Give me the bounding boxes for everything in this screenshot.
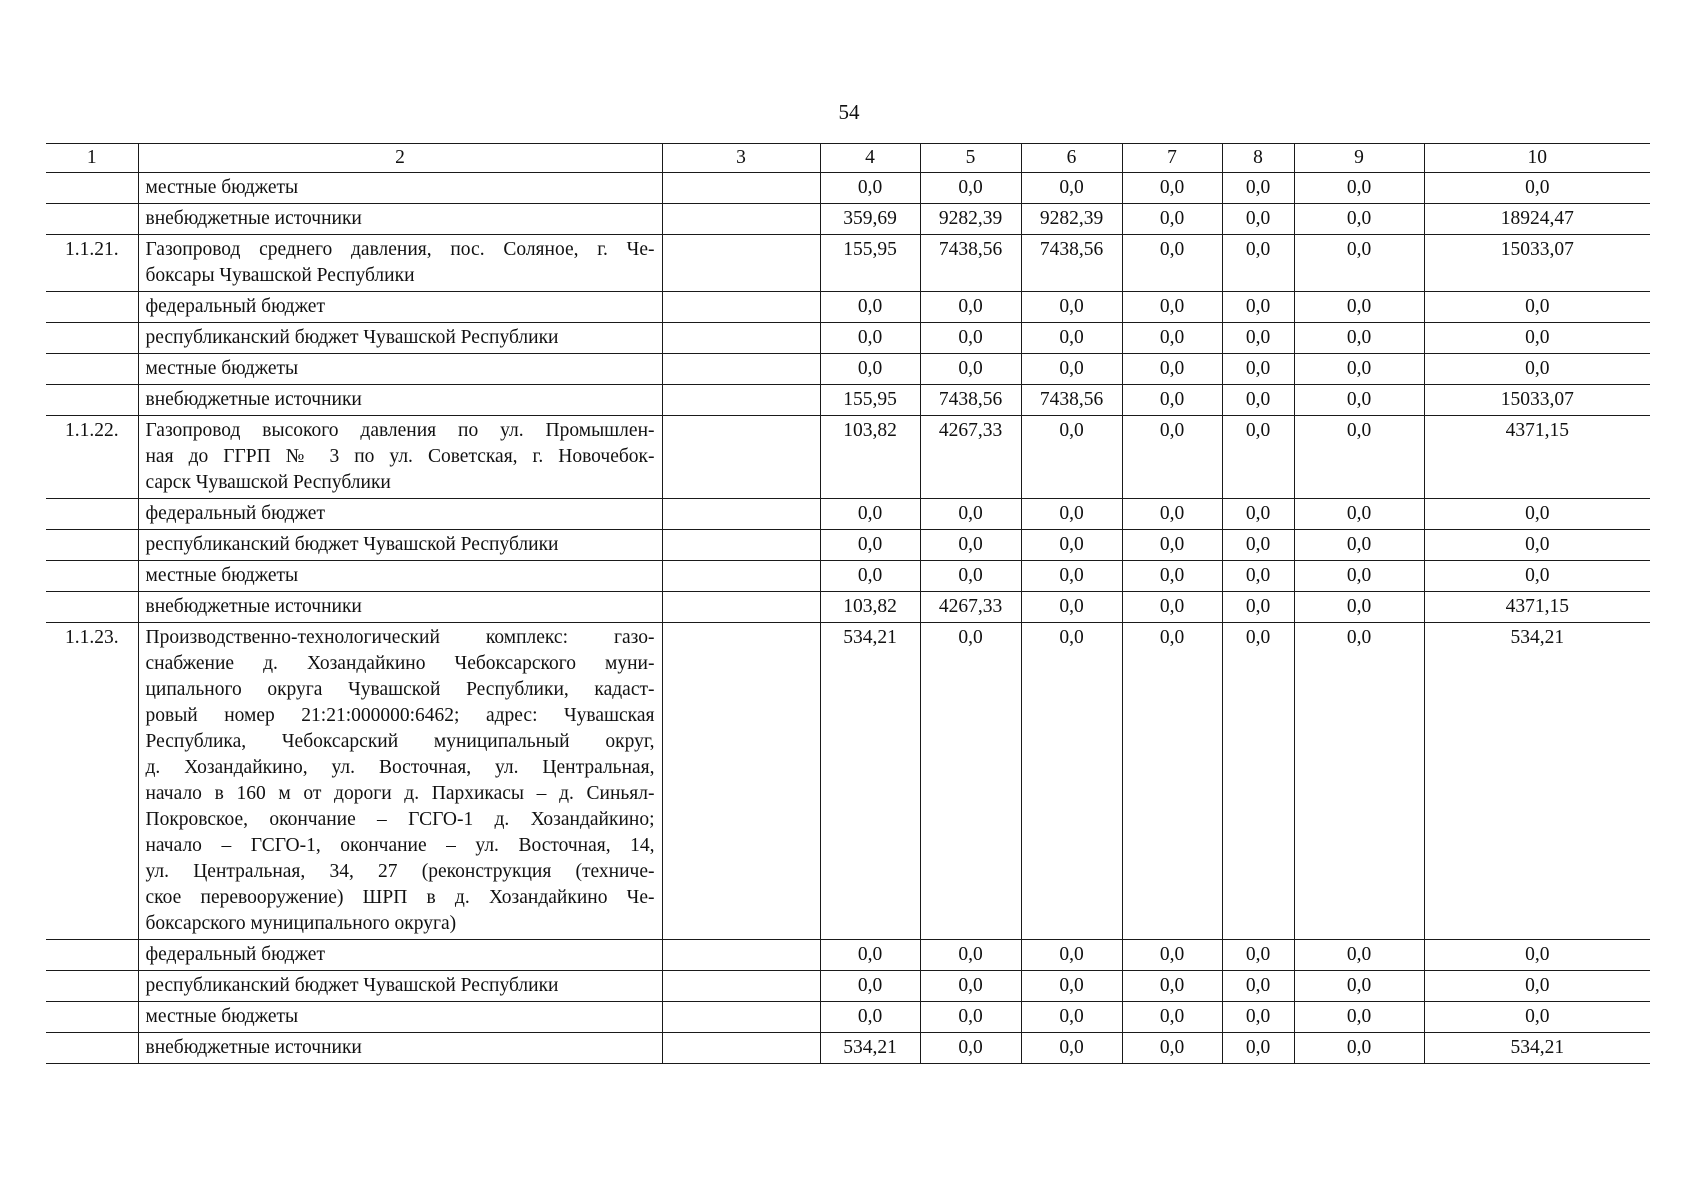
row-col3-cell <box>662 971 820 1002</box>
row-value-cell: 0,0 <box>920 1033 1021 1064</box>
row-value-cell: 0,0 <box>1222 292 1294 323</box>
row-name-cell: федеральный бюджет <box>138 292 662 323</box>
row-name-cell: внебюджетные источники <box>138 1033 662 1064</box>
table-row <box>46 385 1650 416</box>
row-col3-cell <box>662 940 820 971</box>
row-value-cell: 4371,15 <box>1424 416 1650 499</box>
row-name-line: ная до ГГРП № 3 по ул. Советская, г. Новочебок- <box>145 446 655 467</box>
row-value-cell: 0,0 <box>920 323 1021 354</box>
column-header: 7 <box>1122 144 1222 173</box>
row-value-cell: 0,0 <box>1424 1002 1650 1033</box>
row-value-cell: 0,0 <box>1294 235 1424 292</box>
row-value-cell: 155,95 <box>820 385 920 416</box>
row-code-cell <box>46 592 138 623</box>
row-value-cell: 0,0 <box>1122 354 1222 385</box>
row-value-cell: 0,0 <box>920 623 1021 940</box>
row-value-cell: 0,0 <box>1122 1033 1222 1064</box>
row-code-cell <box>46 204 138 235</box>
column-header: 5 <box>920 144 1021 173</box>
row-value-cell: 0,0 <box>1021 971 1122 1002</box>
row-value-cell: 0,0 <box>1122 204 1222 235</box>
row-name-line: снабжение д. Хозандайкино Чебоксарского муни- <box>145 653 655 674</box>
table-row <box>46 499 1650 530</box>
row-value-cell: 0,0 <box>1294 499 1424 530</box>
row-name-line: Республика, Чебоксарский муниципальный округ, <box>145 731 655 752</box>
row-name-cell <box>138 416 662 499</box>
row-value-cell: 0,0 <box>920 354 1021 385</box>
row-value-cell: 0,0 <box>920 971 1021 1002</box>
row-value-cell: 7438,56 <box>920 385 1021 416</box>
row-value-cell: 7438,56 <box>920 235 1021 292</box>
row-value-cell: 0,0 <box>1294 940 1424 971</box>
row-col3-cell <box>662 204 820 235</box>
row-name-line: Покровское, окончание – ГСГО-1 д. Хозандайкино; <box>145 809 655 830</box>
row-value-cell: 0,0 <box>920 1002 1021 1033</box>
row-code-cell <box>46 385 138 416</box>
row-name-cell <box>138 623 662 940</box>
row-value-cell: 534,21 <box>1424 1033 1650 1064</box>
row-value-cell: 0,0 <box>1294 292 1424 323</box>
row-value-cell: 0,0 <box>1021 530 1122 561</box>
row-col3-cell <box>662 1002 820 1033</box>
row-value-cell: 0,0 <box>1122 499 1222 530</box>
row-name-line: сарск Чувашской Республики <box>145 472 391 493</box>
row-value-cell: 0,0 <box>1294 1002 1424 1033</box>
row-value-cell: 7438,56 <box>1021 385 1122 416</box>
row-name-cell: местные бюджеты <box>138 354 662 385</box>
row-value-cell: 0,0 <box>1222 940 1294 971</box>
row-name-line: ул. Центральная, 34, 27 (реконструкция (техниче- <box>145 861 655 882</box>
table-row <box>46 204 1650 235</box>
row-value-cell: 0,0 <box>1122 292 1222 323</box>
row-value-cell: 0,0 <box>1424 971 1650 1002</box>
page-number: 54 <box>838 100 860 124</box>
row-value-cell: 0,0 <box>920 173 1021 204</box>
row-value-cell: 0,0 <box>1222 323 1294 354</box>
row-value-cell: 9282,39 <box>920 204 1021 235</box>
row-value-cell: 534,21 <box>1424 623 1650 940</box>
row-name-cell: республиканский бюджет Чувашской Республики <box>138 971 662 1002</box>
row-value-cell: 0,0 <box>1122 235 1222 292</box>
row-value-cell: 0,0 <box>1122 323 1222 354</box>
row-col3-cell <box>662 592 820 623</box>
row-code-cell <box>46 499 138 530</box>
row-value-cell: 0,0 <box>1222 204 1294 235</box>
row-value-cell: 155,95 <box>820 235 920 292</box>
row-value-cell: 0,0 <box>1294 204 1424 235</box>
row-value-cell: 15033,07 <box>1424 235 1650 292</box>
row-value-cell: 0,0 <box>1222 530 1294 561</box>
row-value-cell: 0,0 <box>920 292 1021 323</box>
row-code-cell: 1.1.22. <box>46 416 138 499</box>
table-row <box>46 173 1650 204</box>
row-value-cell: 0,0 <box>1424 292 1650 323</box>
row-col3-cell <box>662 323 820 354</box>
row-code-cell <box>46 971 138 1002</box>
row-value-cell: 0,0 <box>1021 592 1122 623</box>
row-value-cell: 0,0 <box>1222 592 1294 623</box>
row-code-cell <box>46 323 138 354</box>
row-value-cell: 0,0 <box>1021 561 1122 592</box>
row-value-cell: 0,0 <box>1424 940 1650 971</box>
row-value-cell: 0,0 <box>1222 499 1294 530</box>
table-row <box>46 292 1650 323</box>
row-col3-cell <box>662 354 820 385</box>
row-value-cell: 0,0 <box>1122 592 1222 623</box>
row-name-cell <box>138 235 662 292</box>
table-row <box>46 592 1650 623</box>
row-name-cell: местные бюджеты <box>138 1002 662 1033</box>
row-code-cell <box>46 940 138 971</box>
row-name-line: ципального округа Чувашской Республики, кадаст- <box>145 679 655 700</box>
row-value-cell: 0,0 <box>1294 971 1424 1002</box>
row-value-cell: 0,0 <box>1021 1033 1122 1064</box>
row-value-cell: 0,0 <box>1021 499 1122 530</box>
row-value-cell: 0,0 <box>1424 354 1650 385</box>
row-value-cell: 0,0 <box>820 940 920 971</box>
row-value-cell: 0,0 <box>1021 623 1122 940</box>
row-value-cell: 15033,07 <box>1424 385 1650 416</box>
row-name-line: Газопровод среднего давления, пос. Соляное, г. Че- <box>145 239 655 260</box>
row-code-cell <box>46 173 138 204</box>
row-value-cell: 0,0 <box>1122 1002 1222 1033</box>
row-value-cell: 0,0 <box>1222 173 1294 204</box>
row-value-cell: 0,0 <box>1122 971 1222 1002</box>
row-name-line: Производственно-технологический комплекс: газо- <box>145 627 655 648</box>
row-name-line: начало – ГСГО-1, окончание – ул. Восточная, 14, <box>145 835 655 856</box>
row-value-cell: 0,0 <box>1021 323 1122 354</box>
row-col3-cell <box>662 499 820 530</box>
row-value-cell: 0,0 <box>1122 623 1222 940</box>
row-value-cell: 4371,15 <box>1424 592 1650 623</box>
row-value-cell: 0,0 <box>1222 416 1294 499</box>
table-row <box>46 623 1650 940</box>
column-header: 9 <box>1294 144 1424 173</box>
row-value-cell: 534,21 <box>820 1033 920 1064</box>
row-value-cell: 0,0 <box>1122 416 1222 499</box>
row-value-cell: 0,0 <box>820 530 920 561</box>
table-row <box>46 561 1650 592</box>
table-row <box>46 416 1650 499</box>
row-col3-cell <box>662 623 820 940</box>
row-name-line: ское перевооружение) ШРП в д. Хозандайкино Че- <box>145 887 655 908</box>
row-value-cell: 0,0 <box>1021 1002 1122 1033</box>
row-value-cell: 4267,33 <box>920 416 1021 499</box>
row-value-cell: 103,82 <box>820 416 920 499</box>
row-value-cell: 0,0 <box>1122 940 1222 971</box>
row-value-cell: 534,21 <box>820 623 920 940</box>
row-code-cell <box>46 1002 138 1033</box>
row-value-cell: 0,0 <box>1222 385 1294 416</box>
row-value-cell: 0,0 <box>1122 173 1222 204</box>
row-value-cell: 0,0 <box>1294 354 1424 385</box>
table-row <box>46 1002 1650 1033</box>
row-code-cell <box>46 1033 138 1064</box>
row-value-cell: 0,0 <box>1222 354 1294 385</box>
row-value-cell: 0,0 <box>1021 940 1122 971</box>
row-code-cell: 1.1.23. <box>46 623 138 940</box>
row-col3-cell <box>662 1033 820 1064</box>
column-header: 3 <box>662 144 820 173</box>
row-name-cell: федеральный бюджет <box>138 940 662 971</box>
row-value-cell: 0,0 <box>1294 173 1424 204</box>
table-header-row <box>46 144 1650 173</box>
row-value-cell: 0,0 <box>1424 499 1650 530</box>
row-col3-cell <box>662 235 820 292</box>
row-value-cell: 0,0 <box>820 971 920 1002</box>
row-value-cell: 0,0 <box>1294 1033 1424 1064</box>
row-value-cell: 0,0 <box>1294 323 1424 354</box>
row-name-cell: федеральный бюджет <box>138 499 662 530</box>
column-header: 1 <box>46 144 138 173</box>
row-name-cell: местные бюджеты <box>138 173 662 204</box>
table-row <box>46 530 1650 561</box>
table-row <box>46 323 1650 354</box>
row-value-cell: 0,0 <box>1021 173 1122 204</box>
row-code-cell <box>46 354 138 385</box>
column-header: 2 <box>138 144 662 173</box>
row-value-cell: 0,0 <box>1424 323 1650 354</box>
row-value-cell: 0,0 <box>1424 173 1650 204</box>
row-value-cell: 0,0 <box>1021 292 1122 323</box>
row-value-cell: 0,0 <box>1294 416 1424 499</box>
row-name-line: начало в 160 м от дороги д. Пархикасы – д. Синьял- <box>145 783 655 804</box>
row-value-cell: 0,0 <box>820 499 920 530</box>
row-value-cell: 0,0 <box>920 530 1021 561</box>
budget-table <box>46 143 1650 1064</box>
row-name-cell: республиканский бюджет Чувашской Республики <box>138 323 662 354</box>
row-value-cell: 0,0 <box>920 561 1021 592</box>
row-value-cell: 0,0 <box>1122 385 1222 416</box>
table-row <box>46 1033 1650 1064</box>
table-row <box>46 940 1650 971</box>
column-header: 8 <box>1222 144 1294 173</box>
row-value-cell: 0,0 <box>1294 385 1424 416</box>
row-value-cell: 9282,39 <box>1021 204 1122 235</box>
row-code-cell <box>46 530 138 561</box>
row-col3-cell <box>662 561 820 592</box>
row-value-cell: 359,69 <box>820 204 920 235</box>
row-value-cell: 0,0 <box>1294 592 1424 623</box>
column-header: 4 <box>820 144 920 173</box>
row-value-cell: 0,0 <box>1021 416 1122 499</box>
row-value-cell: 0,0 <box>820 1002 920 1033</box>
row-value-cell: 0,0 <box>820 173 920 204</box>
row-value-cell: 0,0 <box>820 354 920 385</box>
row-name-line: боксары Чувашской Республики <box>145 265 415 286</box>
row-col3-cell <box>662 385 820 416</box>
column-header: 10 <box>1424 144 1650 173</box>
row-value-cell: 0,0 <box>1222 1002 1294 1033</box>
row-value-cell: 0,0 <box>920 940 1021 971</box>
row-name-line: Газопровод высокого давления по ул. Промышлен- <box>145 420 655 441</box>
row-name-line: боксарского муниципального округа) <box>145 913 457 934</box>
row-name-cell: внебюджетные источники <box>138 592 662 623</box>
row-col3-cell <box>662 292 820 323</box>
row-value-cell: 0,0 <box>1294 623 1424 940</box>
row-value-cell: 0,0 <box>1424 561 1650 592</box>
row-col3-cell <box>662 173 820 204</box>
row-value-cell: 7438,56 <box>1021 235 1122 292</box>
row-code-cell <box>46 292 138 323</box>
row-name-cell: республиканский бюджет Чувашской Республики <box>138 530 662 561</box>
row-value-cell: 0,0 <box>1122 561 1222 592</box>
row-value-cell: 0,0 <box>1294 530 1424 561</box>
row-code-cell <box>46 561 138 592</box>
row-value-cell: 0,0 <box>820 561 920 592</box>
row-value-cell: 0,0 <box>1222 971 1294 1002</box>
row-value-cell: 0,0 <box>1222 561 1294 592</box>
row-value-cell: 103,82 <box>820 592 920 623</box>
row-value-cell: 18924,47 <box>1424 204 1650 235</box>
row-value-cell: 0,0 <box>1222 235 1294 292</box>
row-value-cell: 4267,33 <box>920 592 1021 623</box>
row-col3-cell <box>662 530 820 561</box>
row-value-cell: 0,0 <box>1424 530 1650 561</box>
row-value-cell: 0,0 <box>820 292 920 323</box>
row-name-cell: местные бюджеты <box>138 561 662 592</box>
row-code-cell: 1.1.21. <box>46 235 138 292</box>
row-value-cell: 0,0 <box>1294 561 1424 592</box>
row-value-cell: 0,0 <box>1222 623 1294 940</box>
column-header: 6 <box>1021 144 1122 173</box>
row-name-cell: внебюджетные источники <box>138 385 662 416</box>
row-value-cell: 0,0 <box>1222 1033 1294 1064</box>
row-value-cell: 0,0 <box>820 323 920 354</box>
row-value-cell: 0,0 <box>920 499 1021 530</box>
row-name-line: д. Хозандайкино, ул. Восточная, ул. Центральная, <box>145 757 655 778</box>
table-row <box>46 354 1650 385</box>
row-name-cell: внебюджетные источники <box>138 204 662 235</box>
row-name-line: ровый номер 21:21:000000:6462; адрес: Чувашская <box>145 705 655 726</box>
table-row <box>46 235 1650 292</box>
row-value-cell: 0,0 <box>1021 354 1122 385</box>
row-col3-cell <box>662 416 820 499</box>
table-row <box>46 971 1650 1002</box>
row-value-cell: 0,0 <box>1122 530 1222 561</box>
